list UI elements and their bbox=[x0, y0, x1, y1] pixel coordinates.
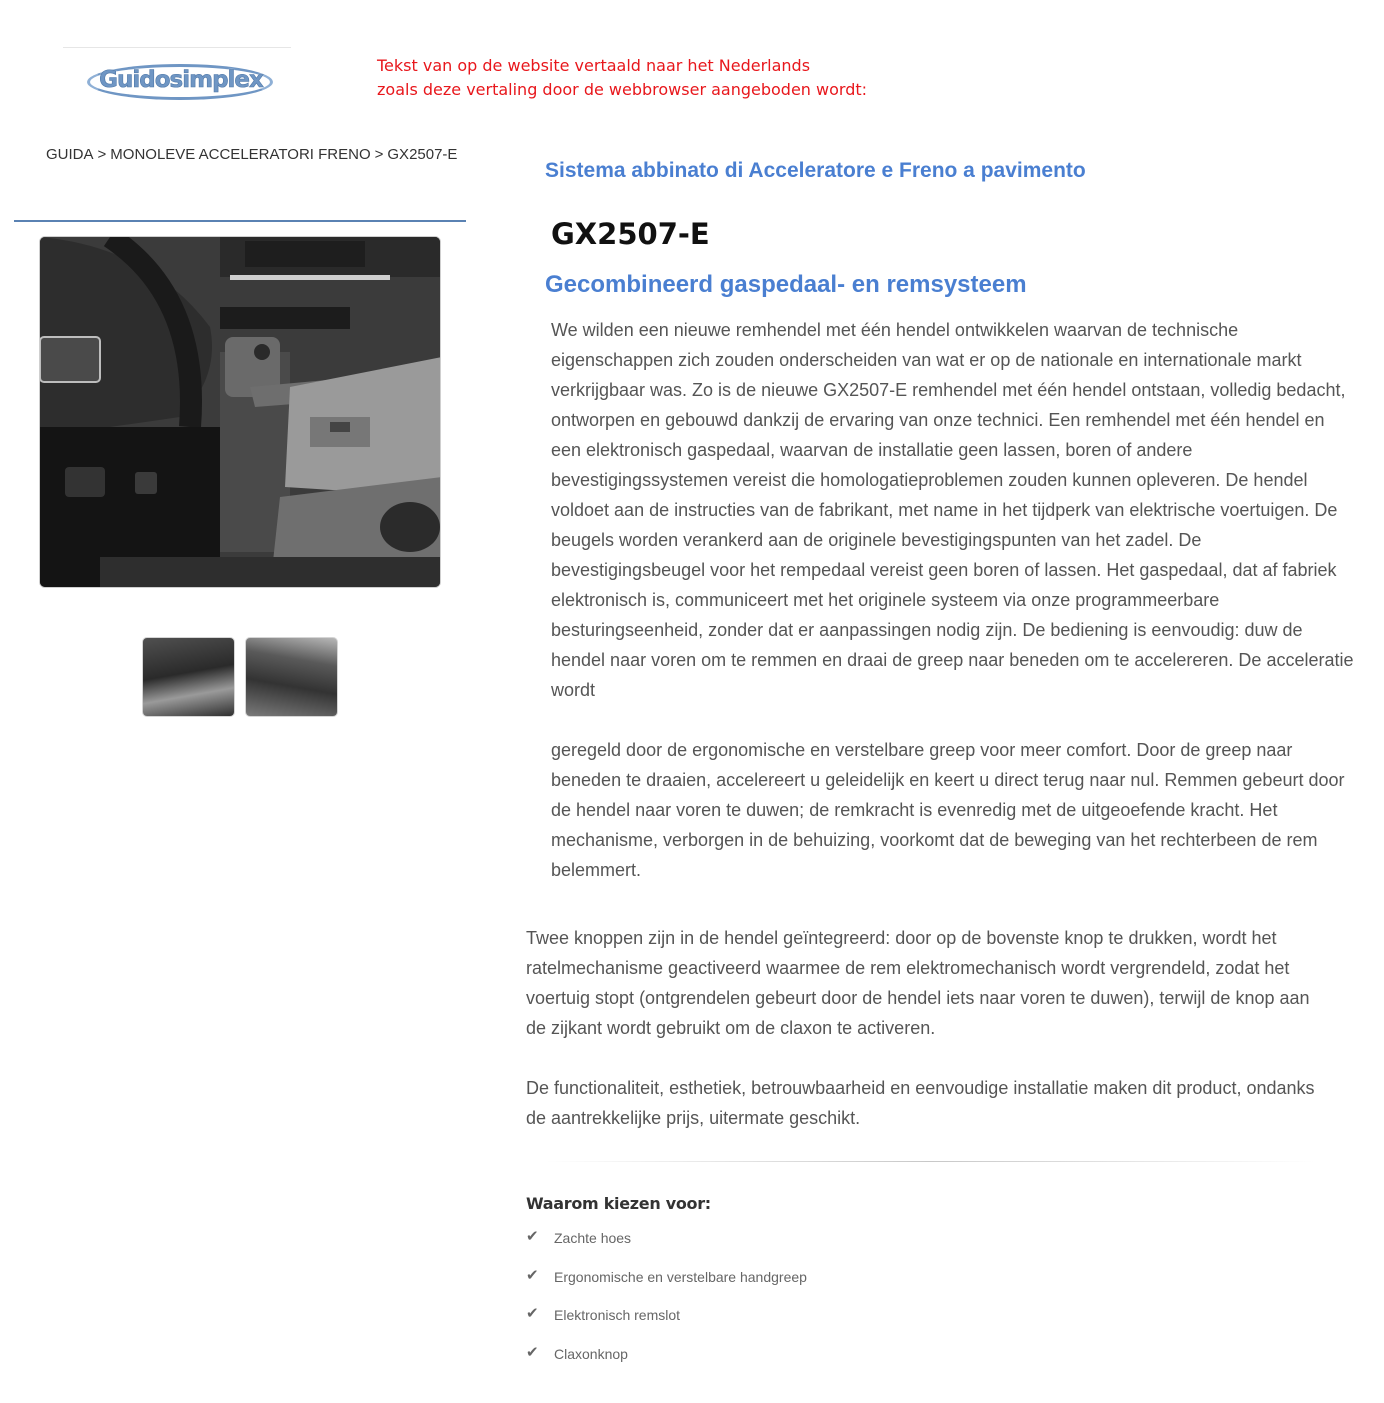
feature-label: Claxonknop bbox=[554, 1345, 628, 1362]
breadcrumb-separator: > bbox=[374, 146, 384, 163]
translation-note bbox=[377, 54, 867, 102]
feature-label: Ergonomische en verstelbare handgreep bbox=[554, 1268, 807, 1285]
check-icon: ✔ bbox=[526, 1228, 539, 1245]
feature-label: Elektronisch remslot bbox=[554, 1307, 681, 1323]
breadcrumb-item-guida[interactable]: GUIDA bbox=[46, 146, 94, 163]
logo-text: Guidosimplex bbox=[99, 67, 263, 93]
feature-list bbox=[526, 1226, 807, 1380]
description-paragraph-3: Twee knoppen zijn in de hendel geïntegreerd: door op de bovenste knop te drukken, wordt het ratelmechanisme geactiveerd waarmee de rem elektromechanisch wordt vergrendeld, zodat het voertuig stopt (ontgrendelen gebeurt door de hendel iets naar voren te duwen), terwijl de knop aan de zijkant wordt gebruikt om de claxon te activeren. bbox=[526, 928, 1310, 1038]
logo-divider bbox=[63, 47, 291, 48]
feature-item bbox=[526, 1342, 807, 1381]
translation-note-line-2: zoals deze vertaling door de webbrowser aangeboden wordt: bbox=[377, 80, 868, 99]
breadcrumb-item-current: GX2507-E bbox=[387, 146, 458, 163]
thumbnail-1[interactable] bbox=[142, 637, 235, 717]
main-product-image[interactable] bbox=[39, 236, 441, 588]
check-icon: ✔ bbox=[526, 1266, 539, 1284]
feature-item bbox=[526, 1226, 807, 1265]
breadcrumb-underline bbox=[14, 220, 466, 222]
why-choose-title: Waarom kiezen voor: bbox=[526, 1194, 711, 1213]
breadcrumb-item-category[interactable]: MONOLEVE ACCELERATORI FRENO bbox=[110, 146, 371, 163]
description-paragraph-2: geregeld door de ergonomische en verstelbare greep voor meer comfort. Door de greep naar beneden te draaien, accelereert u geleidelijk en keert u direct terug naar nul. Remmen gebeurt door de hendel naar voren te duwen; de remkracht is evenredig met de uitgeoefende kracht. Het mechanisme, verborgen in de behuizing, voorkomt dat de beweging van het rechterbeen de rem belemmert. bbox=[551, 740, 1345, 880]
site-logo[interactable] bbox=[63, 47, 291, 107]
breadcrumb-separator: > bbox=[97, 146, 107, 163]
product-title: GX2507-E bbox=[551, 217, 710, 251]
check-icon: ✔ bbox=[526, 1305, 539, 1322]
feature-item bbox=[526, 1265, 807, 1304]
breadcrumb bbox=[46, 146, 457, 163]
product-photo-illustration bbox=[40, 237, 441, 588]
product-subtitle-dutch: Gecombineerd gaspedaal- en remsysteem bbox=[545, 271, 1027, 298]
thumbnail-2[interactable] bbox=[245, 637, 338, 717]
translation-note-line-1: Tekst van op de website vertaald naar het Nederlands bbox=[377, 56, 811, 75]
check-icon: ✔ bbox=[526, 1343, 539, 1361]
feature-item bbox=[526, 1303, 807, 1342]
product-subtitle-italian: Sistema abbinato di Acceleratore e Freno a pavimento bbox=[545, 159, 1086, 182]
section-divider bbox=[545, 1161, 1315, 1162]
description-paragraph-4: De functionaliteit, esthetiek, betrouwbaarheid en eenvoudige installatie maken dit product, ondanks de aantrekkelijke prijs, uitermate geschikt. bbox=[526, 1078, 1315, 1128]
description-paragraph-1: We wilden een nieuwe remhendel met één hendel ontwikkelen waarvan de technische eigenschappen zich zouden onderscheiden van wat er op de nationale en internationale markt verkrijgbaar was. Zo is de nieuwe GX2507-E remhendel met één hendel ontstaan, volledig bedacht, ontworpen en gebouwd dankzij de ervaring van onze technici. Een remhendel met één hendel en een elektronisch gaspedaal, waarvan de installatie geen lassen, boren of andere bevestigingssystemen vereist die homologatieproblemen zouden kunnen opleveren. De hendel voldoet aan de instructies van de fabrikant, met name in het tijdperk van elektrische voertuigen. De beugels worden verankerd aan de originele bevestigingspunten van het zadel. De bevestigingsbeugel voor het rempedaal vereist geen boren of lassen. Het gaspedaal, dat af fabriek elektronisch is, communiceert met het originele systeem via onze programmeerbare besturingseenheid, zonder dat er aanpassingen nodig zijn. De bediening is eenvoudig: duw de hendel naar voren om te remmen en draai de greep naar beneden om te accelereren. De acceleratie wordt bbox=[551, 320, 1354, 700]
feature-label: Zachte hoes bbox=[554, 1230, 632, 1246]
